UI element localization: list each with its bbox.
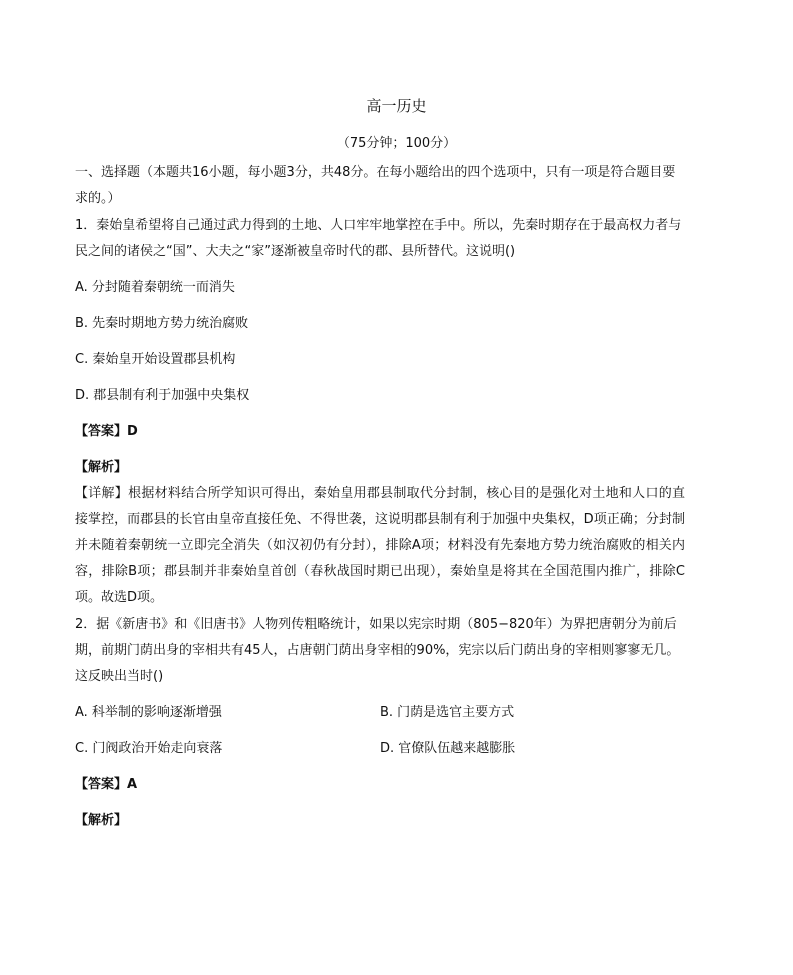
option-b: B. 门荫是选官主要方式	[380, 705, 515, 720]
option-b: B. 先秦时期地方势力统治腐败	[75, 316, 249, 331]
option-c: C. 门阀政治开始走向衰落	[75, 741, 223, 756]
answer-label: 【答案】A	[75, 777, 138, 792]
question-stem: 2．据《新唐书》和《旧唐书》人物列传粗略统计，如果以宪宗时期（805−820年）为界把唐朝分为前后期，前期门荫出身的宰相共有45人，占唐朝门荫出身宰相的90%，宪宗以后门荫出身的宰相则寥寥无几。这反映出当时()	[75, 617, 680, 684]
option-row	[75, 736, 685, 762]
option-row	[75, 700, 685, 726]
option-d: D. 官僚队伍越来越膨胀	[380, 741, 516, 756]
detail-explanation: 【详解】根据材料结合所学知识可得出，秦始皇用郡县制取代分封制，核心目的是强化对土地和人口的直接掌控，而郡县的长官由皇帝直接任免、不得世袭，这说明郡县制有利于加强中央集权，D项正确；分封制并未随着秦朝统一立即完全消失（如汉初仍有分封），排除A项；材料没有先秦地方势力统治腐败的相关内容，排除B项；郡县制并非秦始皇首创（春秋战国时期已出现），秦始皇是将其在全国范围内推广，排除C项。故选D项。	[75, 486, 685, 605]
answer-label: 【答案】D	[75, 424, 138, 439]
question-1	[75, 213, 685, 611]
option-a: A. 分封随着秦朝统一而消失	[75, 280, 235, 295]
option-d: D. 郡县制有利于加强中央集权	[75, 388, 250, 403]
exam-duration-score: （75分钟；100分）	[336, 136, 457, 151]
section-header: 一、选择题（本题共16小题，每小题3分，共48分。在每小题给出的四个选项中，只有一项是符合题目要求的。）	[75, 165, 676, 206]
question-2	[75, 612, 685, 834]
analysis-label: 【解析】	[75, 460, 128, 475]
exam-content	[75, 160, 685, 834]
question-stem: 1．秦始皇希望将自己通过武力得到的土地、人口牢牢地掌控在手中。所以，先秦时期存在于最高权力者与民之间的诸侯之“国”、大夫之“家”逐渐被皇帝时代的郡、县所替代。这说明()	[75, 218, 682, 259]
analysis-label: 【解析】	[75, 813, 128, 828]
option-c: C. 秦始皇开始设置郡县机构	[75, 352, 236, 367]
option-a: A. 科举制的影响逐渐增强	[75, 705, 222, 720]
page-title: 高一历史	[366, 97, 427, 115]
